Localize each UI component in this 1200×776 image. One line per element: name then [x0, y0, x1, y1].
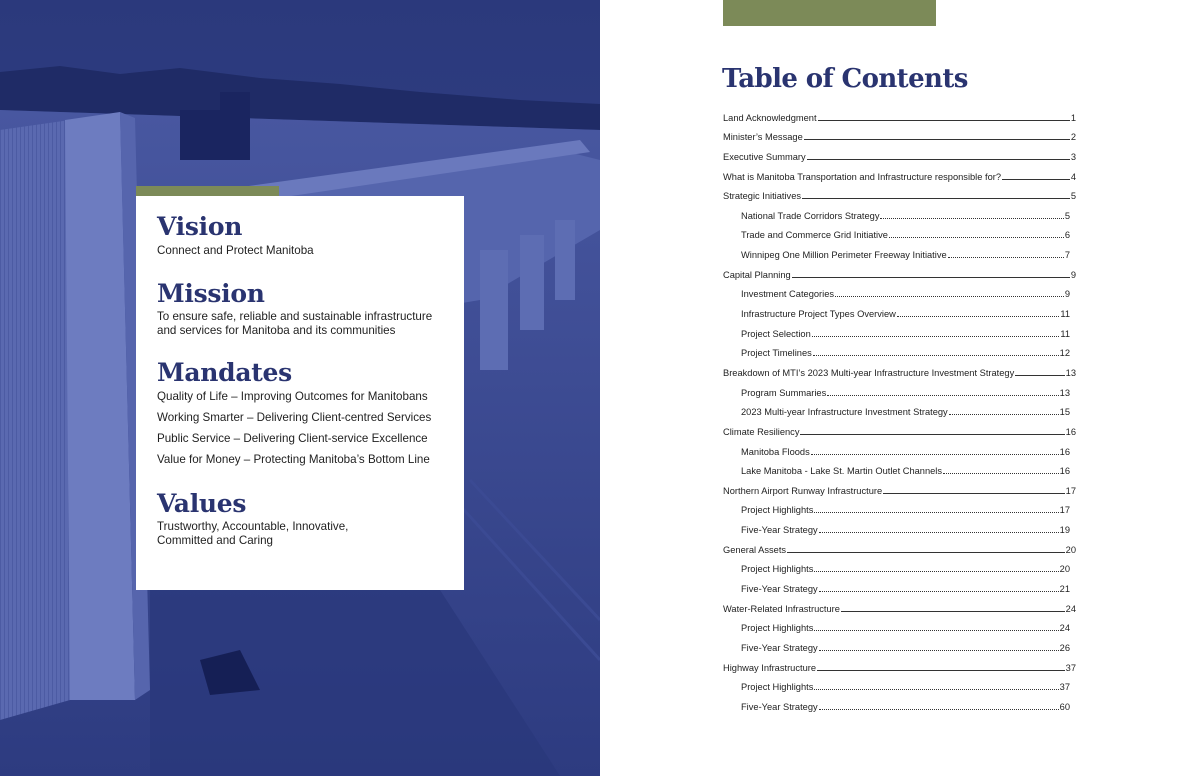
toc-entry[interactable]: [723, 358, 1076, 378]
toc-entry-page-number: 16: [1065, 426, 1076, 437]
toc-entry-label: Five-Year Strategy: [741, 584, 818, 595]
toc-leader-line: [948, 257, 1064, 258]
toc-leader-line: [880, 218, 1063, 219]
toc-entry-page-number: 16: [1059, 446, 1070, 457]
toc-entry-label: Project Timelines: [741, 348, 812, 359]
toc-entry-page-number: 2: [1070, 132, 1076, 143]
vision-mission-card: [136, 196, 464, 590]
vision-heading: Vision: [157, 212, 243, 241]
toc-entry[interactable]: [723, 594, 1076, 614]
toc-leader-line: [814, 571, 1058, 572]
toc-leader-line: [819, 591, 1059, 592]
values-text-line: Trustworthy, Accountable, Innovative,: [157, 520, 349, 533]
toc-entry-label: Project Highlights: [741, 505, 814, 516]
mandate-item: Value for Money – Protecting Manitoba’s Bottom Line: [157, 453, 430, 466]
toc-entry[interactable]: [723, 123, 1076, 143]
toc-leader-line: [814, 630, 1058, 631]
toc-entry-label: National Trade Corridors Strategy: [741, 210, 880, 221]
toc-entry-label: Five-Year Strategy: [741, 701, 818, 712]
mission-text-line: To ensure safe, reliable and sustainable infrastructure: [157, 310, 433, 323]
toc-entry-label: 2023 Multi-year Infrastructure Investment Strategy: [741, 407, 948, 418]
toc-entry[interactable]: [723, 260, 1076, 280]
toc-leader-line: [827, 395, 1058, 396]
toc-entry-page-number: 13: [1065, 367, 1076, 378]
vision-text: Connect and Protect Manitoba: [157, 244, 314, 257]
toc-entry-page-number: 26: [1059, 642, 1070, 653]
toc-leader-line: [787, 552, 1065, 553]
toc-entry-label: Manitoba Floods: [741, 446, 810, 457]
mandate-item: Working Smarter – Delivering Client-centred Services: [157, 411, 432, 424]
toc-entry-page-number: 6: [1064, 230, 1070, 241]
toc-entry-label: Northern Airport Runway Infrastructure: [723, 485, 883, 496]
toc-entry[interactable]: [723, 633, 1076, 653]
toc-entry-label: Land Acknowledgment: [723, 112, 817, 123]
toc-leader-line: [1015, 375, 1064, 376]
toc-entry-page-number: 1: [1070, 112, 1076, 123]
toc-entry-page-number: 11: [1060, 328, 1070, 339]
toc-entry[interactable]: [723, 692, 1076, 712]
olive-accent-bar: [723, 0, 936, 26]
toc-leader-line: [792, 277, 1070, 278]
toc-entry[interactable]: [723, 182, 1076, 202]
toc-entry-page-number: 11: [1060, 309, 1070, 320]
toc-leader-line: [813, 355, 1059, 356]
values-heading: Values: [157, 489, 247, 518]
toc-leader-line: [804, 139, 1070, 140]
toc-entry-label: Water-Related Infrastructure: [723, 603, 840, 614]
toc-entry[interactable]: [723, 515, 1076, 535]
toc-entry[interactable]: [723, 319, 1076, 339]
toc-entry-label: Minister’s Message: [723, 132, 803, 143]
toc-entry[interactable]: [723, 417, 1076, 437]
toc-entry-label: General Assets: [723, 544, 787, 555]
toc-leader-line: [897, 316, 1060, 317]
toc-entry[interactable]: [723, 398, 1076, 418]
toc-entry-page-number: 37: [1065, 662, 1076, 673]
toc-entry-label: Trade and Commerce Grid Initiative: [741, 230, 888, 241]
toc-entry-label: Project Selection: [741, 328, 811, 339]
toc-entry-page-number: 5: [1070, 191, 1076, 202]
toc-leader-line: [814, 689, 1058, 690]
toc-entry[interactable]: [723, 574, 1076, 594]
toc-entry-page-number: 15: [1059, 407, 1070, 418]
toc-entry-label: Winnipeg One Million Perimeter Freeway Initiative: [741, 250, 947, 261]
toc-leader-line: [814, 512, 1058, 513]
toc-entry-page-number: 17: [1059, 505, 1070, 516]
toc-leader-line: [943, 473, 1059, 474]
toc-entry-page-number: 20: [1059, 564, 1070, 575]
toc-leader-line: [819, 532, 1059, 533]
toc-entry-label: Five-Year Strategy: [741, 642, 818, 653]
toc-entry[interactable]: [723, 240, 1076, 260]
toc-entry-page-number: 24: [1059, 623, 1070, 634]
mandate-item: Public Service – Delivering Client-service Excellence: [157, 432, 428, 445]
toc-entry[interactable]: [723, 299, 1076, 319]
mandates-list: [157, 390, 444, 467]
toc-entry-page-number: 17: [1065, 485, 1076, 496]
toc-entry[interactable]: [723, 673, 1076, 693]
toc-entry-label: What is Manitoba Transportation and Infrastructure responsible for?: [723, 171, 1002, 182]
toc-leader-line: [819, 709, 1059, 710]
toc-entry[interactable]: [723, 103, 1076, 123]
toc-entry[interactable]: [723, 535, 1076, 555]
toc-leader-line: [883, 493, 1065, 494]
toc-leader-line: [835, 296, 1064, 297]
toc-leader-line: [800, 434, 1064, 435]
toc-entry[interactable]: [723, 339, 1076, 359]
toc-entry-label: Executive Summary: [723, 151, 806, 162]
table-of-contents-page: [600, 0, 1200, 776]
toc-entry-label: Climate Resiliency: [723, 426, 800, 437]
toc-entry-label: Capital Planning: [723, 269, 791, 280]
toc-leader-line: [811, 454, 1059, 455]
toc-entry[interactable]: [723, 437, 1076, 457]
toc-entry-label: Five-Year Strategy: [741, 525, 818, 536]
toc-entry-page-number: 37: [1059, 682, 1070, 693]
toc-entry-label: Lake Manitoba - Lake St. Martin Outlet Channels: [741, 466, 943, 477]
toc-leader-line: [802, 198, 1070, 199]
toc-entry-label: Project Highlights: [741, 682, 814, 693]
toc-leader-line: [818, 120, 1070, 121]
toc-entry-label: Breakdown of MTI’s 2023 Multi-year Infrastructure Investment Strategy: [723, 367, 1015, 378]
mandates-heading: Mandates: [157, 358, 292, 387]
toc-entry[interactable]: [723, 476, 1076, 496]
mission-heading: Mission: [157, 279, 265, 308]
toc-entry-page-number: 12: [1059, 348, 1070, 359]
toc-entry-page-number: 13: [1059, 387, 1070, 398]
toc-entry[interactable]: [723, 142, 1076, 162]
toc-entry-label: Infrastructure Project Types Overview: [741, 309, 896, 320]
toc-entry-page-number: 9: [1070, 269, 1076, 280]
toc-leader-line: [819, 650, 1059, 651]
toc-entry-page-number: 21: [1059, 584, 1070, 595]
toc-entry-page-number: 5: [1064, 210, 1070, 221]
olive-accent-bar: [136, 186, 279, 196]
toc-entry-label: Investment Categories: [741, 289, 835, 300]
values-text: [157, 520, 444, 548]
toc-entry-label: Highway Infrastructure: [723, 662, 817, 673]
mandate-item: Quality of Life – Improving Outcomes for Manitobans: [157, 390, 428, 403]
toc-entry[interactable]: [723, 162, 1076, 182]
mission-text: [157, 310, 444, 338]
toc-entry[interactable]: [723, 614, 1076, 634]
toc-entry[interactable]: [723, 457, 1076, 477]
toc-leader-line: [807, 159, 1070, 160]
toc-entry[interactable]: [723, 555, 1076, 575]
toc-entry-page-number: 4: [1070, 171, 1076, 182]
toc-entry[interactable]: [723, 378, 1076, 398]
toc-leader-line: [1002, 179, 1070, 180]
toc-entry-label: Project Highlights: [741, 623, 814, 634]
toc-entry[interactable]: [723, 221, 1076, 241]
toc-entry-page-number: 60: [1059, 701, 1070, 712]
toc-entry-page-number: 20: [1065, 544, 1076, 555]
toc-entry[interactable]: [723, 280, 1076, 300]
toc-entry[interactable]: [723, 496, 1076, 516]
toc-entry[interactable]: [723, 201, 1076, 221]
toc-entry-page-number: 7: [1064, 250, 1070, 261]
toc-entry[interactable]: [723, 653, 1076, 673]
toc-entry-page-number: 9: [1064, 289, 1070, 300]
toc-leader-line: [841, 611, 1065, 612]
toc-entry-page-number: 3: [1070, 151, 1076, 162]
toc-entry-label: Strategic Initiatives: [723, 191, 802, 202]
toc-entry-page-number: 19: [1059, 525, 1070, 536]
toc-entry-label: Project Highlights: [741, 564, 814, 575]
values-text-line: Committed and Caring: [157, 534, 273, 547]
toc-leader-line: [817, 670, 1065, 671]
toc-leader-line: [812, 336, 1060, 337]
mission-text-line: and services for Manitoba and its communities: [157, 324, 396, 337]
toc-entry-label: Program Summaries: [741, 387, 827, 398]
toc-entry-page-number: 16: [1059, 466, 1070, 477]
toc-leader-line: [889, 237, 1064, 238]
toc-title: Table of Contents: [722, 64, 968, 94]
toc-entry-page-number: 24: [1065, 603, 1076, 614]
toc-list: [723, 103, 1076, 712]
toc-leader-line: [949, 414, 1059, 415]
